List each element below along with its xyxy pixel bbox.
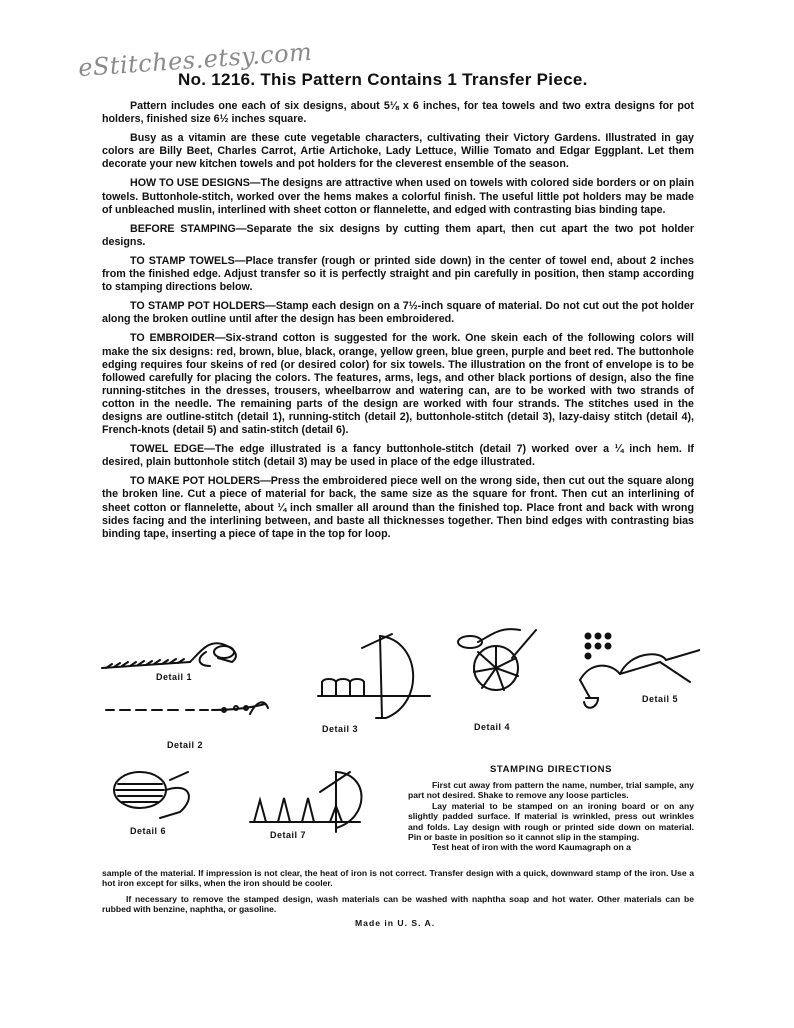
- watermark-logo: eStitches.etsy.com: [77, 37, 314, 83]
- paragraph-stamp-pot-holders: TO STAMP POT HOLDERS—Stamp each design on a 7½-inch square of material. Do not cut out the pot holder along the broken outline until after the design has been embroidered.: [102, 300, 694, 326]
- stamping-directions-title: STAMPING DIRECTIONS: [490, 764, 613, 775]
- paragraph-how-to-use: HOW TO USE DESIGNS—The designs are attractive when used on towels with colored side borders or on plain towels. Buttonhole-stitch, worked over the hems makes a colorful finish. The useful little pot holders may be made of unbleached muslin, interlined with sheet cotton or flannelette, and edged with contrasting bias binding tape.: [102, 177, 694, 216]
- paragraph-towel-edge: TOWEL EDGE—The edge illustrated is a fancy buttonhole-stitch (detail 7) worked over a ¼ inch hem. If desired, plain buttonhole stitch (detail 3) may be used in place of the edge illustrated.: [102, 443, 694, 469]
- detail-5-illustration: [580, 634, 700, 708]
- detail-5-label: Detail 5: [642, 694, 679, 704]
- detail-6-label: Detail 6: [130, 826, 167, 836]
- detail-1-illustration: [102, 643, 236, 668]
- detail-3-label: Detail 3: [322, 724, 359, 734]
- detail-1-label: Detail 1: [156, 672, 193, 682]
- detail-7-illustration: [250, 772, 362, 832]
- removal-instructions: If necessary to remove the stamped design, wash materials can be washed with naphtha soap and hot water. Other materials can be rubbed with benzine, naphtha, or gasoline.: [102, 893, 694, 915]
- made-in-label: Made in U. S. A.: [355, 918, 436, 928]
- detail-7-label: Detail 7: [270, 830, 307, 840]
- paragraph-embroider: TO EMBROIDER—Six-strand cotton is suggested for the work. One skein each of the following colors will make the six designs: red, brown, blue, black, orange, yellow green, blue green, purple and beet red. The buttonhole edging requires four skeins of red (or desired color) for six towels. The illustration on the front of envelope is to be followed carefully for placing the colors. The features, arms, legs, and other black portions of design, also the fine running-stitches in the dresses, trousers, wheelbarrow and watering can, are to be worked with two strands of cotton in the needle. The remaining parts of the design are worked with four strands. The stitches used in the designs are outline-stitch (detail 1), running-stitch (detail 2), buttonhole-stitch (detail 3), lazy-daisy stitch (detail 4), French-knots (detail 5) and satin-stitch (detail 6).: [102, 332, 694, 437]
- detail-4-illustration: [458, 629, 536, 690]
- stamping-step-2: Lay material to be stamped on an ironing board or on any slightly padded surface. If material is wrinkled, press out wrinkles and folds. Lay design with rough or printed side down on material. Pin or baste in position so it cannot slip in the stamping.: [408, 800, 694, 843]
- detail-4-label: Detail 4: [474, 722, 511, 732]
- stamping-continued: [102, 868, 694, 920]
- paragraph-stamp-towels: TO STAMP TOWELS—Place transfer (rough or printed side down) in the center of towel end, about 2 inches from the finished edge. Adjust transfer so it is perfectly straight and pin carefully in position, then stamp according to stamping directions below.: [102, 254, 694, 294]
- detail-2-illustration: [106, 702, 268, 714]
- stamping-continued-text: sample of the material. If impression is not clear, the heat of iron is not correct. Transfer design with a quick, downward stamp of the iron. Use a hot iron except for silks, when the iron should be cooler.: [102, 868, 694, 889]
- page-title: No. 1216. This Pattern Contains 1 Transfer Piece.: [178, 70, 588, 89]
- paragraph-intro: Pattern includes one each of six designs, about 5⅛ x 6 inches, for tea towels and two extra designs for pot holders, finished size 6½ inches square.: [102, 100, 694, 126]
- detail-2-label: Detail 2: [167, 740, 204, 750]
- instructions-body: [102, 100, 694, 547]
- paragraph-description: Busy as a vitamin are these cute vegetable characters, cultivating their Victory Gardens. Illustrated in gay colors are Billy Beet, Charles Carrot, Artie Artichoke, Lady Lettuce, Willie Tomato and Edgar Eggplant. Let them decorate your new kitchen towels and pot holders for the cleverest ensemble of the season.: [102, 132, 694, 171]
- stamping-step-3: Test heat of iron with the word Kaumagraph on a: [432, 842, 631, 853]
- stamping-step-1: First cut away from pattern the name, number, trial sample, any part not desired. Shake to remove any loose particles.: [408, 780, 694, 801]
- detail-6-illustration: [114, 772, 189, 818]
- paragraph-before-stamping: BEFORE STAMPING—Separate the six designs by cutting them apart, then cut apart the two pot holder designs.: [102, 222, 694, 248]
- detail-3-illustration: [318, 634, 430, 718]
- paragraph-pot-holders: TO MAKE POT HOLDERS—Press the embroidered piece well on the wrong side, then cut out the square along the broken line. Cut a piece of material for back, the same size as the square for front. Then cut an interlining of sheet cotton or flannelette, about ¼ inch smaller all around than the finished top. Place front and back with wrong sides facing and the interlining between, and baste all thicknesses together. Then bind edges with contrasting bias binding tape, inserting a piece of tape in the top for loop.: [102, 475, 694, 540]
- stamping-directions: [408, 780, 694, 853]
